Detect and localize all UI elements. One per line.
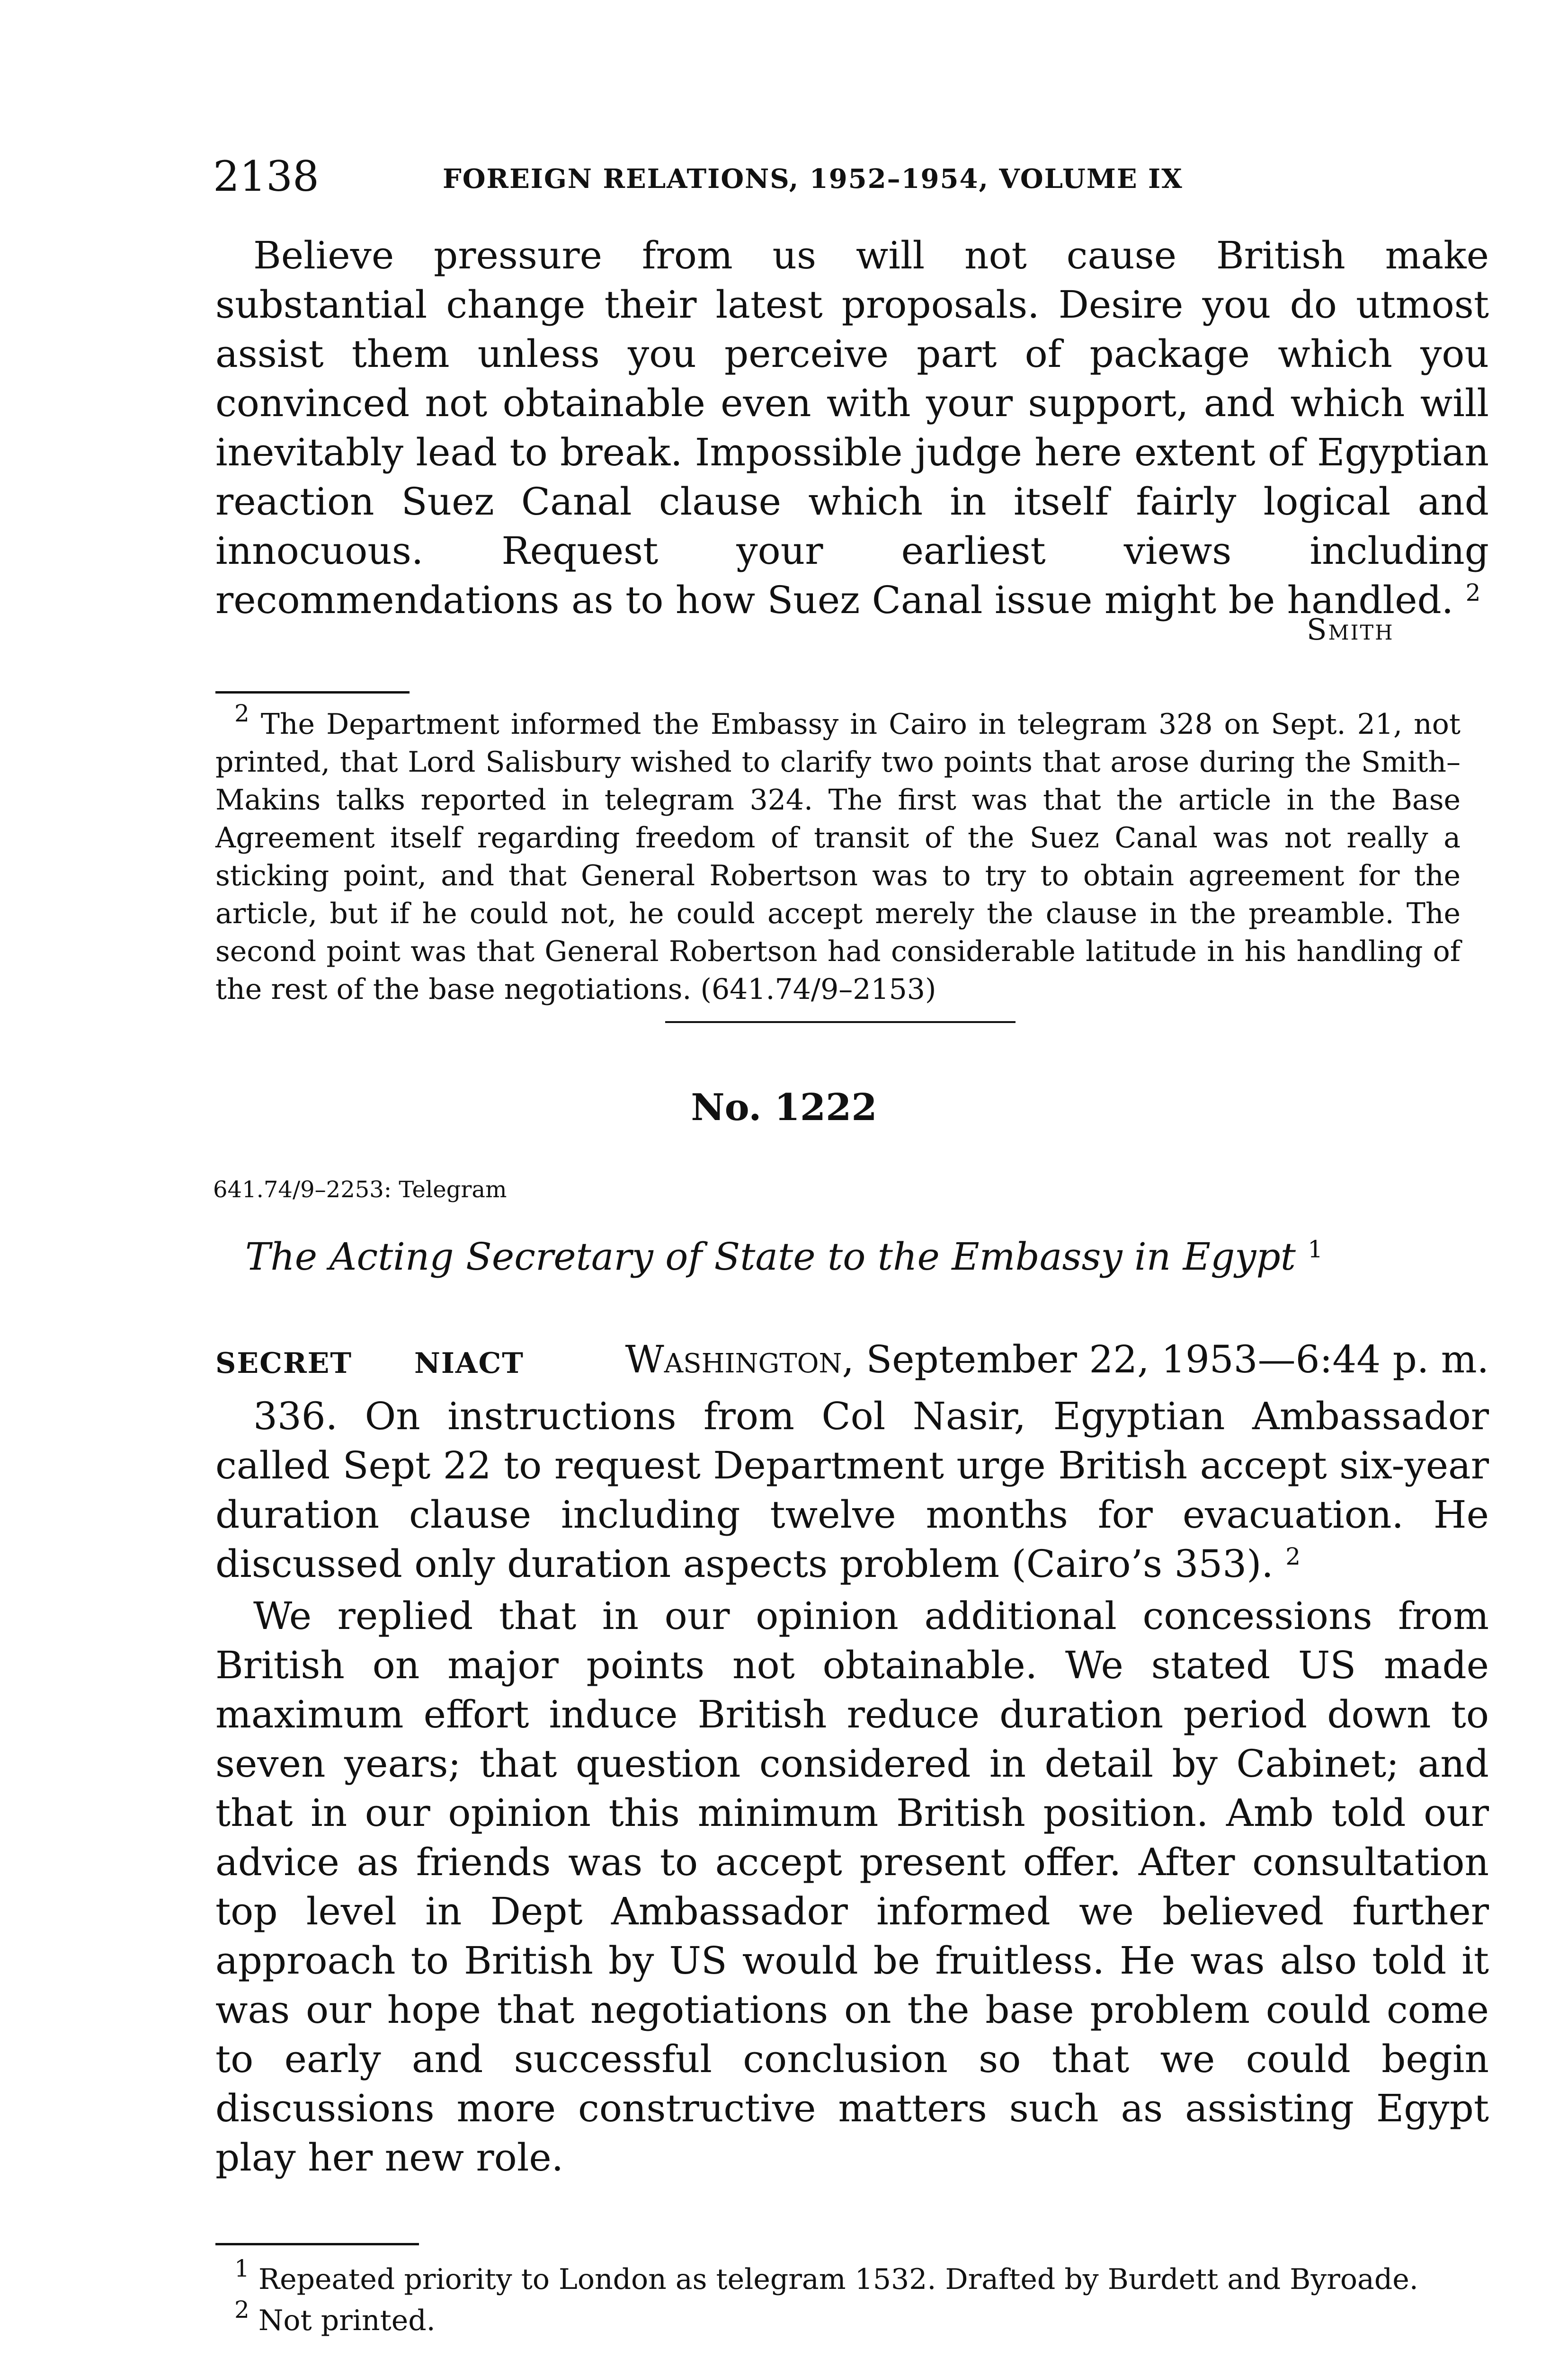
document-separator-rule: [665, 1021, 1016, 1023]
telegram-paragraph-1: [215, 1392, 1489, 1589]
running-head: FOREIGN RELATIONS, 1952–1954, VOLUME IX: [443, 163, 1183, 195]
footnote-text: The Department informed the Embassy in Cairo in telegram 328 on Sept. 21, not printed, that Lord Salisbury wished to clarify two points that arose during the Smith–Makins talks reported in telegram 324. The first was that the article in the Base Agreement itself regarding freedom of transit of the Suez Canal was not really a sticking point, and that General Robertson was to try to obtain agreement for the article, but if he could not, he could accept merely the clause in the preamble. The second point was that General Robertson had considerable latitude in his handling of the rest of the base negotiations. (641.74/9–2153): [215, 708, 1461, 1006]
previous-document-paragraph: [215, 231, 1489, 625]
document-number: No. 1222: [691, 1086, 877, 1129]
footnote: [215, 700, 1461, 1008]
document-title: [0, 1231, 1568, 1283]
telegram-paragraph-2: We replied that in our opinion additional concessions from British on major points not obtainable. We stated US made maximum effort induce British reduce duration period down to seven years; that question considered in detail by Cabinet; and that in our opinion this minimum British position. Amb told our advice as friends was to accept present offer. After consultation top level in Dept Ambassador informed we believed further approach to British by US would be fruitless. He was also told it was our hope that negotiations on the base problem could come to early and successful conclusion so that we could begin discussions more constructive matters such as assisting Egypt play her new role.: [215, 1594, 1489, 2180]
page-number: 2138: [213, 152, 319, 201]
signature: Smith: [1307, 612, 1394, 647]
footnote-marker: 2: [234, 700, 249, 727]
footnote-reference: 2: [1285, 1543, 1301, 1570]
footnote-marker: 2: [234, 2296, 249, 2323]
dateline: [215, 1335, 1489, 1387]
footnote-text: Repeated priority to London as telegram 1532. Drafted by Burdett and Byroade.: [258, 2263, 1418, 2296]
place-date: [625, 1335, 1489, 1384]
paragraph-text: Believe pressure from us will not cause British make substantial change their latest proposals. Desire you do utmost assist them unless you perceive part of package which you convinced not obtainable even with your support, and which will inevitably lead to break. Impossible judge here extent of Egyptian reaction Suez Canal clause which in itself fairly logical and innocuous. Request your earliest views including recommendations as to how Suez Canal issue might be handled.: [215, 233, 1489, 622]
footnote-rule: [215, 691, 410, 694]
classification: SECRET: [215, 1347, 353, 1380]
footnote: [215, 2296, 1494, 2340]
file-reference: 641.74/9–2253: Telegram: [213, 1176, 507, 1203]
page-header: [213, 151, 1491, 207]
place: Washington: [625, 1337, 842, 1381]
footnote: [215, 2255, 1494, 2298]
footnote-text: Not printed.: [258, 2304, 436, 2337]
footnote-marker: 1: [234, 2255, 249, 2282]
footnote-rule: [215, 2243, 419, 2245]
precedence: NIACT: [414, 1347, 524, 1380]
title-text: The Acting Secretary of State to the Embassy in Egypt: [245, 1235, 1296, 1279]
paragraph-text: 336. On instructions from Col Nasir, Egyptian Ambassador called Sept 22 to request Department urge British accept six-year duration clause including twelve months for evacuation. He discussed only duration aspects problem (Cairo’s 353).: [215, 1394, 1489, 1586]
footnote-reference: 2: [1465, 579, 1481, 606]
date: , September 22, 1953—6:44 p. m.: [842, 1337, 1489, 1381]
title-footnote-reference: 1: [1308, 1236, 1323, 1263]
